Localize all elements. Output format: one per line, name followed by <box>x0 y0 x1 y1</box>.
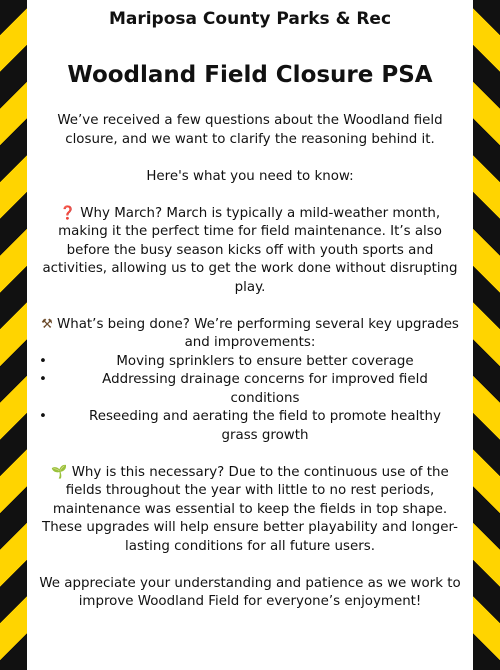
seedling-icon: 🌱 <box>51 464 68 480</box>
hazard-stripe-right <box>473 0 500 670</box>
upgrade-list <box>35 353 465 446</box>
organization-name: Mariposa County Parks & Rec <box>108 9 392 29</box>
list-item: • Addressing drainage concerns for improved field conditions <box>39 372 428 406</box>
closing-paragraph: We appreciate your understanding and patience as we work to improve Woodland Field for everyone’s enjoyment! <box>39 575 461 609</box>
list-item: • Moving sprinklers to ensure better coverage <box>35 353 465 372</box>
section-why-necessary-text: Why is this necessary? Due to the continuous use of the fields throughout the year with little to no rest periods, maintenance was essential to keep the fields in top shape. These upgrades will help ensure better playability and longer-lasting conditions for all future users. <box>42 464 458 554</box>
psa-document <box>27 0 473 670</box>
question-mark-icon: ❓ <box>59 205 77 221</box>
section-whats-done <box>35 316 465 353</box>
section-why-march-text: Why March? March is typically a mild-weather month, making it the perfect time for field maintenance. It’s also before the busy season kicks off with youth sports and activities, allowing us to get the work done without disrupting play. <box>42 205 458 295</box>
section-why-march <box>35 205 465 298</box>
list-item: • Reseeding and aerating the field to promote healthy grass growth <box>39 409 441 443</box>
page-title: Woodland Field Closure PSA <box>67 62 433 88</box>
hazard-stripe-left <box>0 0 27 670</box>
intro-paragraph: We’ve received a few questions about the Woodland field closure, and we want to clarify the reasoning behind it. <box>57 113 443 147</box>
lead-paragraph: Here's what you need to know: <box>146 168 354 184</box>
hammer-pick-icon: ⚒ <box>41 316 53 332</box>
psa-body <box>27 112 473 612</box>
section-why-necessary <box>35 464 465 557</box>
section-whats-done-text: What’s being done? We’re performing several key upgrades and improvements: <box>57 316 459 350</box>
bullet-icon: • <box>39 372 47 387</box>
bullet-icon: • <box>39 353 47 369</box>
bullet-icon: • <box>39 409 47 424</box>
